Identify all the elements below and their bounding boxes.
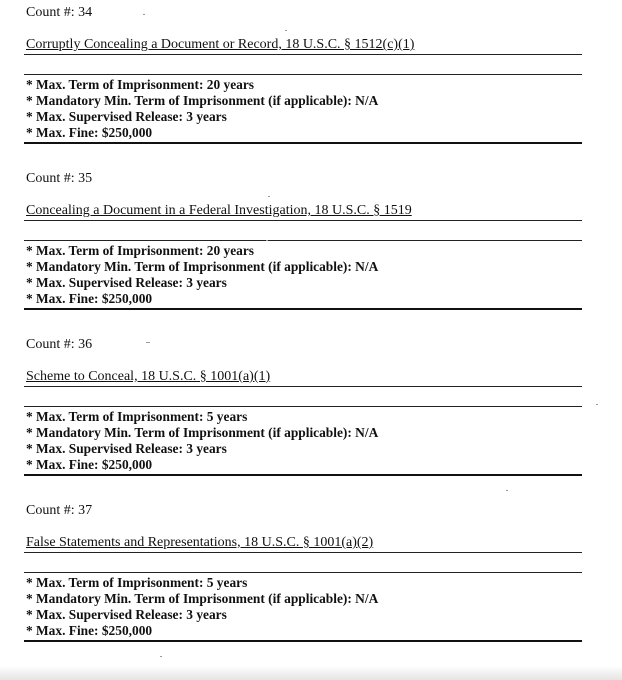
scan-speck xyxy=(143,14,145,15)
mandatory-min-term: * Mandatory Min. Term of Imprisonment (if applicable): N/A xyxy=(26,259,379,274)
statute-line xyxy=(24,37,582,55)
penalty-box xyxy=(24,572,582,642)
count-number: Count #: 37 xyxy=(26,503,93,518)
scan-speck xyxy=(266,240,268,241)
page-edge-shadow xyxy=(0,666,622,680)
max-fine: * Max. Fine: $250,000 xyxy=(26,125,153,140)
max-fine: * Max. Fine: $250,000 xyxy=(26,457,153,472)
count-number: Count #: 35 xyxy=(26,171,93,186)
max-term-imprisonment: * Max. Term of Imprisonment: 20 years xyxy=(26,77,254,92)
count-number: Count #: 36 xyxy=(26,337,93,352)
statute-title: Corruptly Concealing a Document or Record, 18 U.S.C. § 1512(c)(1) xyxy=(26,37,415,52)
penalty-box xyxy=(24,406,582,476)
statute-title: Scheme to Conceal, 18 U.S.C. § 1001(a)(1) xyxy=(26,369,271,384)
statute-line xyxy=(24,203,582,221)
max-supervised-release: * Max. Supervised Release: 3 years xyxy=(26,275,227,290)
max-supervised-release: * Max. Supervised Release: 3 years xyxy=(26,607,227,622)
statute-line xyxy=(24,369,582,387)
penalty-box xyxy=(24,240,582,310)
statute-line xyxy=(24,535,582,553)
max-term-imprisonment: * Max. Term of Imprisonment: 5 years xyxy=(26,409,248,424)
max-fine: * Max. Fine: $250,000 xyxy=(26,623,153,638)
scan-speck xyxy=(506,490,508,491)
scan-speck xyxy=(160,656,162,657)
scan-speck xyxy=(146,342,150,343)
max-term-imprisonment: * Max. Term of Imprisonment: 20 years xyxy=(26,243,254,258)
max-fine: * Max. Fine: $250,000 xyxy=(26,291,153,306)
max-supervised-release: * Max. Supervised Release: 3 years xyxy=(26,109,227,124)
scan-speck xyxy=(268,196,270,197)
mandatory-min-term: * Mandatory Min. Term of Imprisonment (if applicable): N/A xyxy=(26,591,379,606)
max-supervised-release: * Max. Supervised Release: 3 years xyxy=(26,441,227,456)
statute-title: Concealing a Document in a Federal Investigation, 18 U.S.C. § 1519 xyxy=(26,203,412,218)
count-number: Count #: 34 xyxy=(26,5,93,20)
scan-speck xyxy=(596,404,598,405)
mandatory-min-term: * Mandatory Min. Term of Imprisonment (if applicable): N/A xyxy=(26,93,379,108)
penalty-box xyxy=(24,74,582,144)
mandatory-min-term: * Mandatory Min. Term of Imprisonment (if applicable): N/A xyxy=(26,425,379,440)
statute-title: False Statements and Representations, 18 U.S.C. § 1001(a)(2) xyxy=(26,535,374,550)
scan-speck xyxy=(285,30,287,31)
max-term-imprisonment: * Max. Term of Imprisonment: 5 years xyxy=(26,575,248,590)
